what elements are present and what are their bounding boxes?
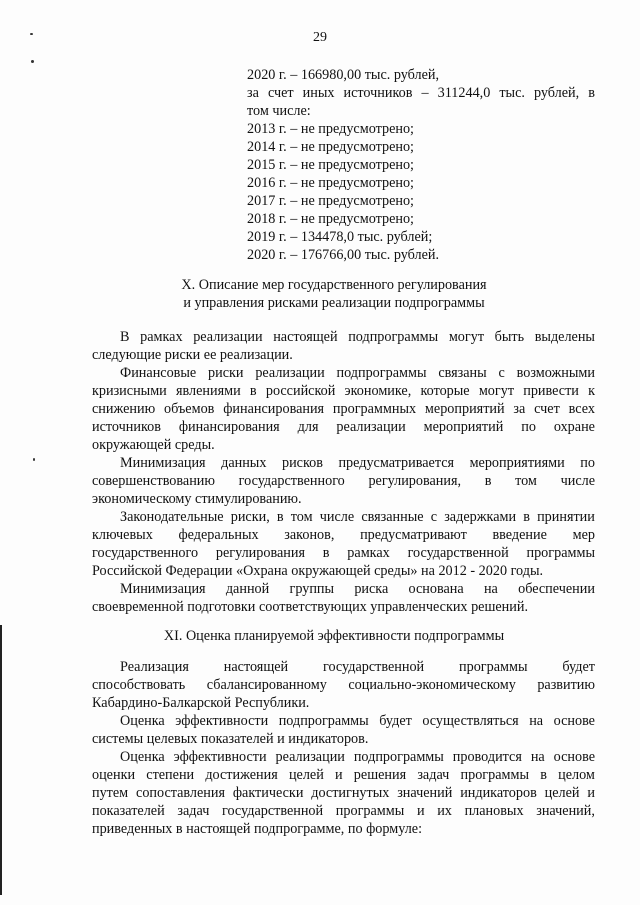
- text-line: Российской Федерации «Охрана окружающей среды» на 2012 - 2020 годы.: [92, 563, 544, 579]
- text-line: 2013 г. – не предусмотрено;: [247, 121, 414, 137]
- text-line: ключевых федеральных законов, предусматривают введение мер: [92, 527, 595, 543]
- text-line: 2020 г. – 166980,00 тыс. рублей,: [247, 67, 440, 83]
- text-line: способствовать сбалансированному социально-экономическому развитию: [92, 677, 595, 693]
- text-line: государственного регулирования в рамках государственной программы: [92, 545, 595, 561]
- text-line: кризисными явлениями в российской экономике, которые могут привести к: [92, 383, 595, 399]
- text-line: приведенных в настоящей подпрограмме, по формуле:: [92, 821, 423, 837]
- text-line: 2015 г. – не предусмотрено;: [247, 157, 414, 173]
- text-line: том числе:: [247, 103, 311, 119]
- section-10-heading-cont: и управления рисками реализации подпрограммы: [183, 295, 485, 311]
- text-line: системы целевых показателей и индикаторов.: [92, 731, 369, 747]
- text-line: Минимизация данных рисков предусматривается мероприятиями по: [120, 455, 595, 471]
- text-line: оценки степени достижения целей и решения задач программы в целом: [92, 767, 595, 783]
- text-line: экономическому стимулированию.: [92, 491, 302, 507]
- text-line: 2017 г. – не предусмотрено;: [247, 193, 414, 209]
- text-line: 2018 г. – не предусмотрено;: [247, 211, 414, 227]
- section-10-heading: X. Описание мер государственного регулирования: [181, 277, 487, 293]
- scan-speck: [31, 60, 34, 63]
- text-line: 2016 г. – не предусмотрено;: [247, 175, 414, 191]
- text-line: показателей задач государственной программы и их плановых значений,: [92, 803, 595, 819]
- text-line: 2014 г. – не предусмотрено;: [247, 139, 414, 155]
- section-11-heading: XI. Оценка планируемой эффективности подпрограммы: [163, 628, 505, 644]
- text-line: своевременной подготовки соответствующих управленческих решений.: [92, 599, 529, 615]
- page-number: 29: [313, 30, 327, 45]
- text-line: Оценка эффективности реализации подпрограммы проводится на основе: [120, 749, 595, 765]
- text-line: совершенствованию государственного регулирования, в том числе: [92, 473, 595, 489]
- text-line: следующие риски ее реализации.: [92, 347, 293, 363]
- text-line: Законодательные риски, в том числе связанные с задержками в принятии: [120, 509, 595, 525]
- text-line: Оценка эффективности подпрограммы будет осуществляться на основе: [120, 713, 595, 729]
- text-line: окружающей среды.: [92, 437, 215, 453]
- text-line: источников финансирования для реализации мероприятий по охране: [92, 419, 595, 435]
- text-line: Кабардино-Балкарской Республики.: [92, 695, 310, 711]
- text-line: 2019 г. – 134478,0 тыс. рублей;: [247, 229, 433, 245]
- text-line: Минимизация данной группы риска основана на обеспечении: [120, 581, 595, 597]
- text-line: за счет иных источников – 311244,0 тыс. рублей, в: [247, 85, 595, 101]
- text-line: путем сопоставления фактически достигнутых значений индикаторов целей и: [92, 785, 595, 801]
- scan-speck: [33, 458, 35, 461]
- text-line: 2020 г. – 176766,00 тыс. рублей.: [247, 247, 440, 263]
- text-line: В рамках реализации настоящей подпрограммы могут быть выделены: [120, 329, 595, 345]
- text-line: Финансовые риски реализации подпрограммы связаны с возможными: [120, 365, 595, 381]
- text-line: снижению объемов финансирования программных мероприятий за счет всех: [92, 401, 595, 417]
- scan-edge-mark: [0, 625, 2, 895]
- text-line: Реализация настоящей государственной программы будет: [120, 659, 595, 675]
